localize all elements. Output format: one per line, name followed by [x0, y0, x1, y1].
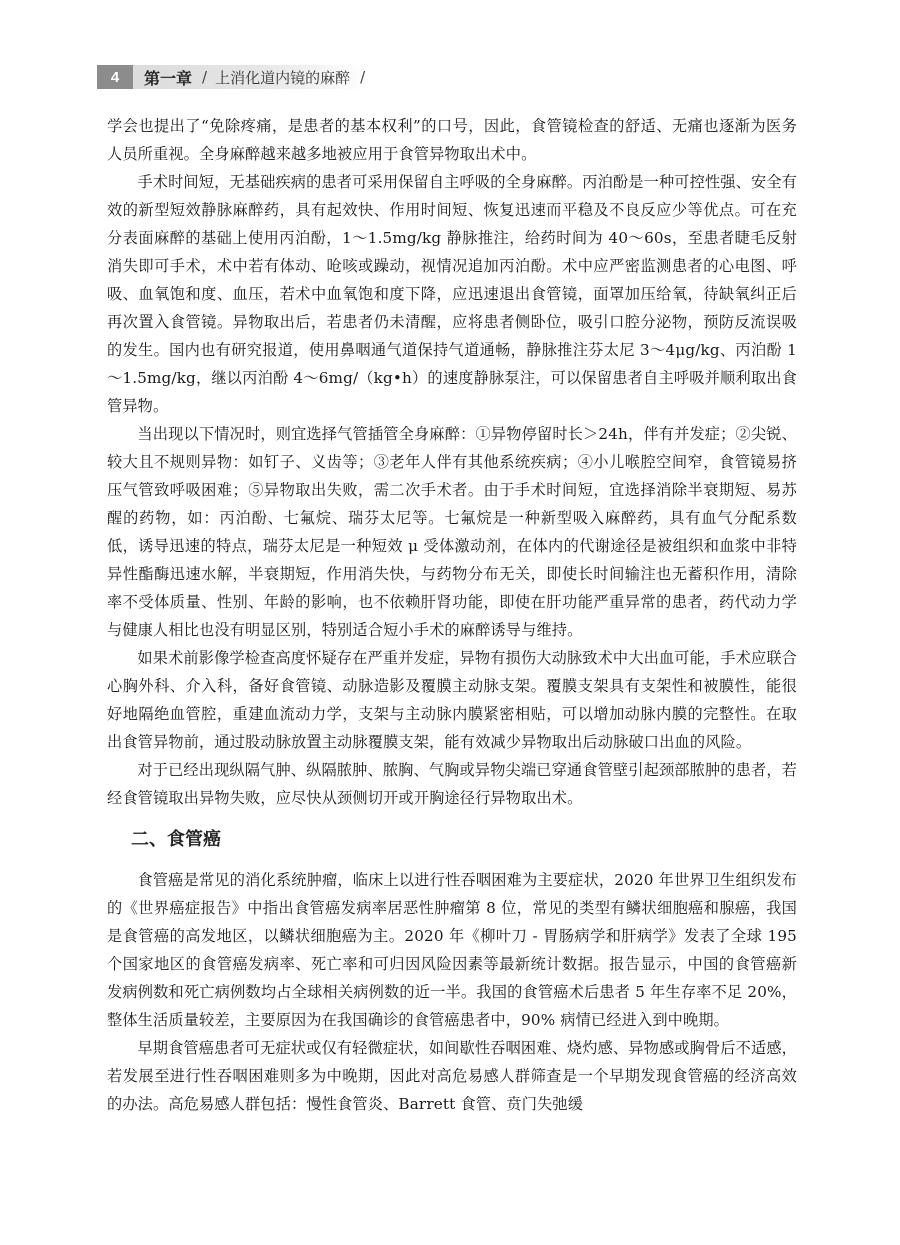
- chapter-label: 第一章: [144, 68, 193, 88]
- paragraph: 食管癌是常见的消化系统肿瘤，临床上以进行性吞咽困难为主要症状，2020 年世界卫生组织发布的《世界癌症报告》中指出食管癌发病率居恶性肿瘤第 8 位，常见的类型有鳞状细胞癌和腺癌，我国是食管癌的高发地区，以鳞状细胞癌为主。2020 年《柳叶刀 - 胃肠病学和肝病学》发表了全球 195 个国家地区的食管癌发病率、死亡率和可归因风险因素等最新统计数据。报告显示，中国的食管癌新发病例数和死亡病例数均占全球相关病例数的近一半。我国的食管癌术后患者 5 年生存率不足 20%，整体生活质量较差，主要原因为在我国确诊的食管癌患者中，90% 病情已经进入到中晚期。: [107, 871, 797, 1029]
- paragraph: 早期食管癌患者可无症状或仅有轻微症状，如间歇性吞咽困难、烧灼感、异物感或胸骨后不适感，若发展至进行性吞咽困难则多为中晚期，因此对高危易感人群筛查是一个早期发现食管癌的经济高效的办法。高危易感人群包括：慢性食管炎、Barrett 食管、贲门失弛缓: [107, 1039, 797, 1113]
- paragraph: 对于已经出现纵隔气肿、纵隔脓肿、脓胸、气胸或异物尖端已穿通食管壁引起颈部脓肿的患者，若经食管镜取出异物失败，应尽快从颈侧切开或开胸途径行异物取出术。: [107, 761, 797, 807]
- paragraph: 当出现以下情况时，则宜选择气管插管全身麻醉：①异物停留时长＞24h，伴有并发症；②尖锐、较大且不规则异物：如钉子、义齿等；③老年人伴有其他系统疾病；④小儿喉腔空间窄，食管镜易挤压气管致呼吸困难；⑤异物取出失败，需二次手术者。由于手术时间短，宜选择消除半衰期短、易苏醒的药物，如：丙泊酚、七氟烷、瑞芬太尼等。七氟烷是一种新型吸入麻醉药，具有血气分配系数低，诱导迅速的特点，瑞芬太尼是一种短效 μ 受体激动剂，在体内的代谢途径是被组织和血浆中非特异性酯酶迅速水解，半衰期短，作用消失快，与药物分布无关，即使长时间输注也无蓄积作用，清除率不受体质量、性别、年龄的影响，也不依赖肝肾功能，即使在肝功能严重异常的患者，药代动力学与健康人相比也没有明显区别，特别适合短小手术的麻醉诱导与维持。: [107, 425, 797, 639]
- running-header: [97, 65, 365, 89]
- page-number: 4: [97, 65, 133, 89]
- section-heading: 二、食管癌: [131, 829, 221, 850]
- header-separator-trailing: /: [360, 68, 366, 86]
- section-label: 上消化道内镜的麻醉: [215, 68, 351, 87]
- paragraph: 手术时间短，无基础疾病的患者可采用保留自主呼吸的全身麻醉。丙泊酚是一种可控性强、安全有效的新型短效静脉麻醉药，具有起效快、作用时间短、恢复迅速而平稳及不良反应少等优点。可在充分表面麻醉的基础上使用丙泊酚，1～1.5mg/kg 静脉推注，给药时间为 40～60s，至患者睫毛反射消失即可手术，术中若有体动、呛咳或躁动，视情况追加丙泊酚。术中应严密监测患者的心电图、呼吸、血氧饱和度、血压，若术中血氧饱和度下降，应迅速退出食管镜，面罩加压给氧，待缺氧纠正后再次置入食管镜。异物取出后，若患者仍未清醒，应将患者侧卧位，吸引口腔分泌物，预防反流误吸的发生。国内也有研究报道，使用鼻咽通气道保持气道通畅，静脉推注芬太尼 3～4μg/kg、丙泊酚 1～1.5mg/kg，继以丙泊酚 4～6mg/（kg•h）的速度静脉泵注，可以保留患者自主呼吸并顺利取出食管异物。: [107, 173, 797, 415]
- header-separator: /: [202, 68, 208, 86]
- page-body: [107, 112, 797, 1118]
- paragraph: 如果术前影像学检查高度怀疑存在严重并发症，异物有损伤大动脉致术中大出血可能，手术应联合心胸外科、介入科，备好食管镜、动脉造影及覆膜主动脉支架。覆膜支架具有支架性和被膜性，能很好地隔绝血管腔，重建血流动力学，支架与主动脉内膜紧密相贴，可以增加动脉内膜的完整性。在取出食管异物前，通过股动脉放置主动脉覆膜支架，能有效减少异物取出后动脉破口出血的风险。: [107, 649, 797, 751]
- paragraph-continued: 学会也提出了“免除疼痛，是患者的基本权利”的口号，因此，食管镜检查的舒适、无痛也逐渐为医务人员所重视。全身麻醉越来越多地被应用于食管异物取出术中。: [107, 117, 797, 163]
